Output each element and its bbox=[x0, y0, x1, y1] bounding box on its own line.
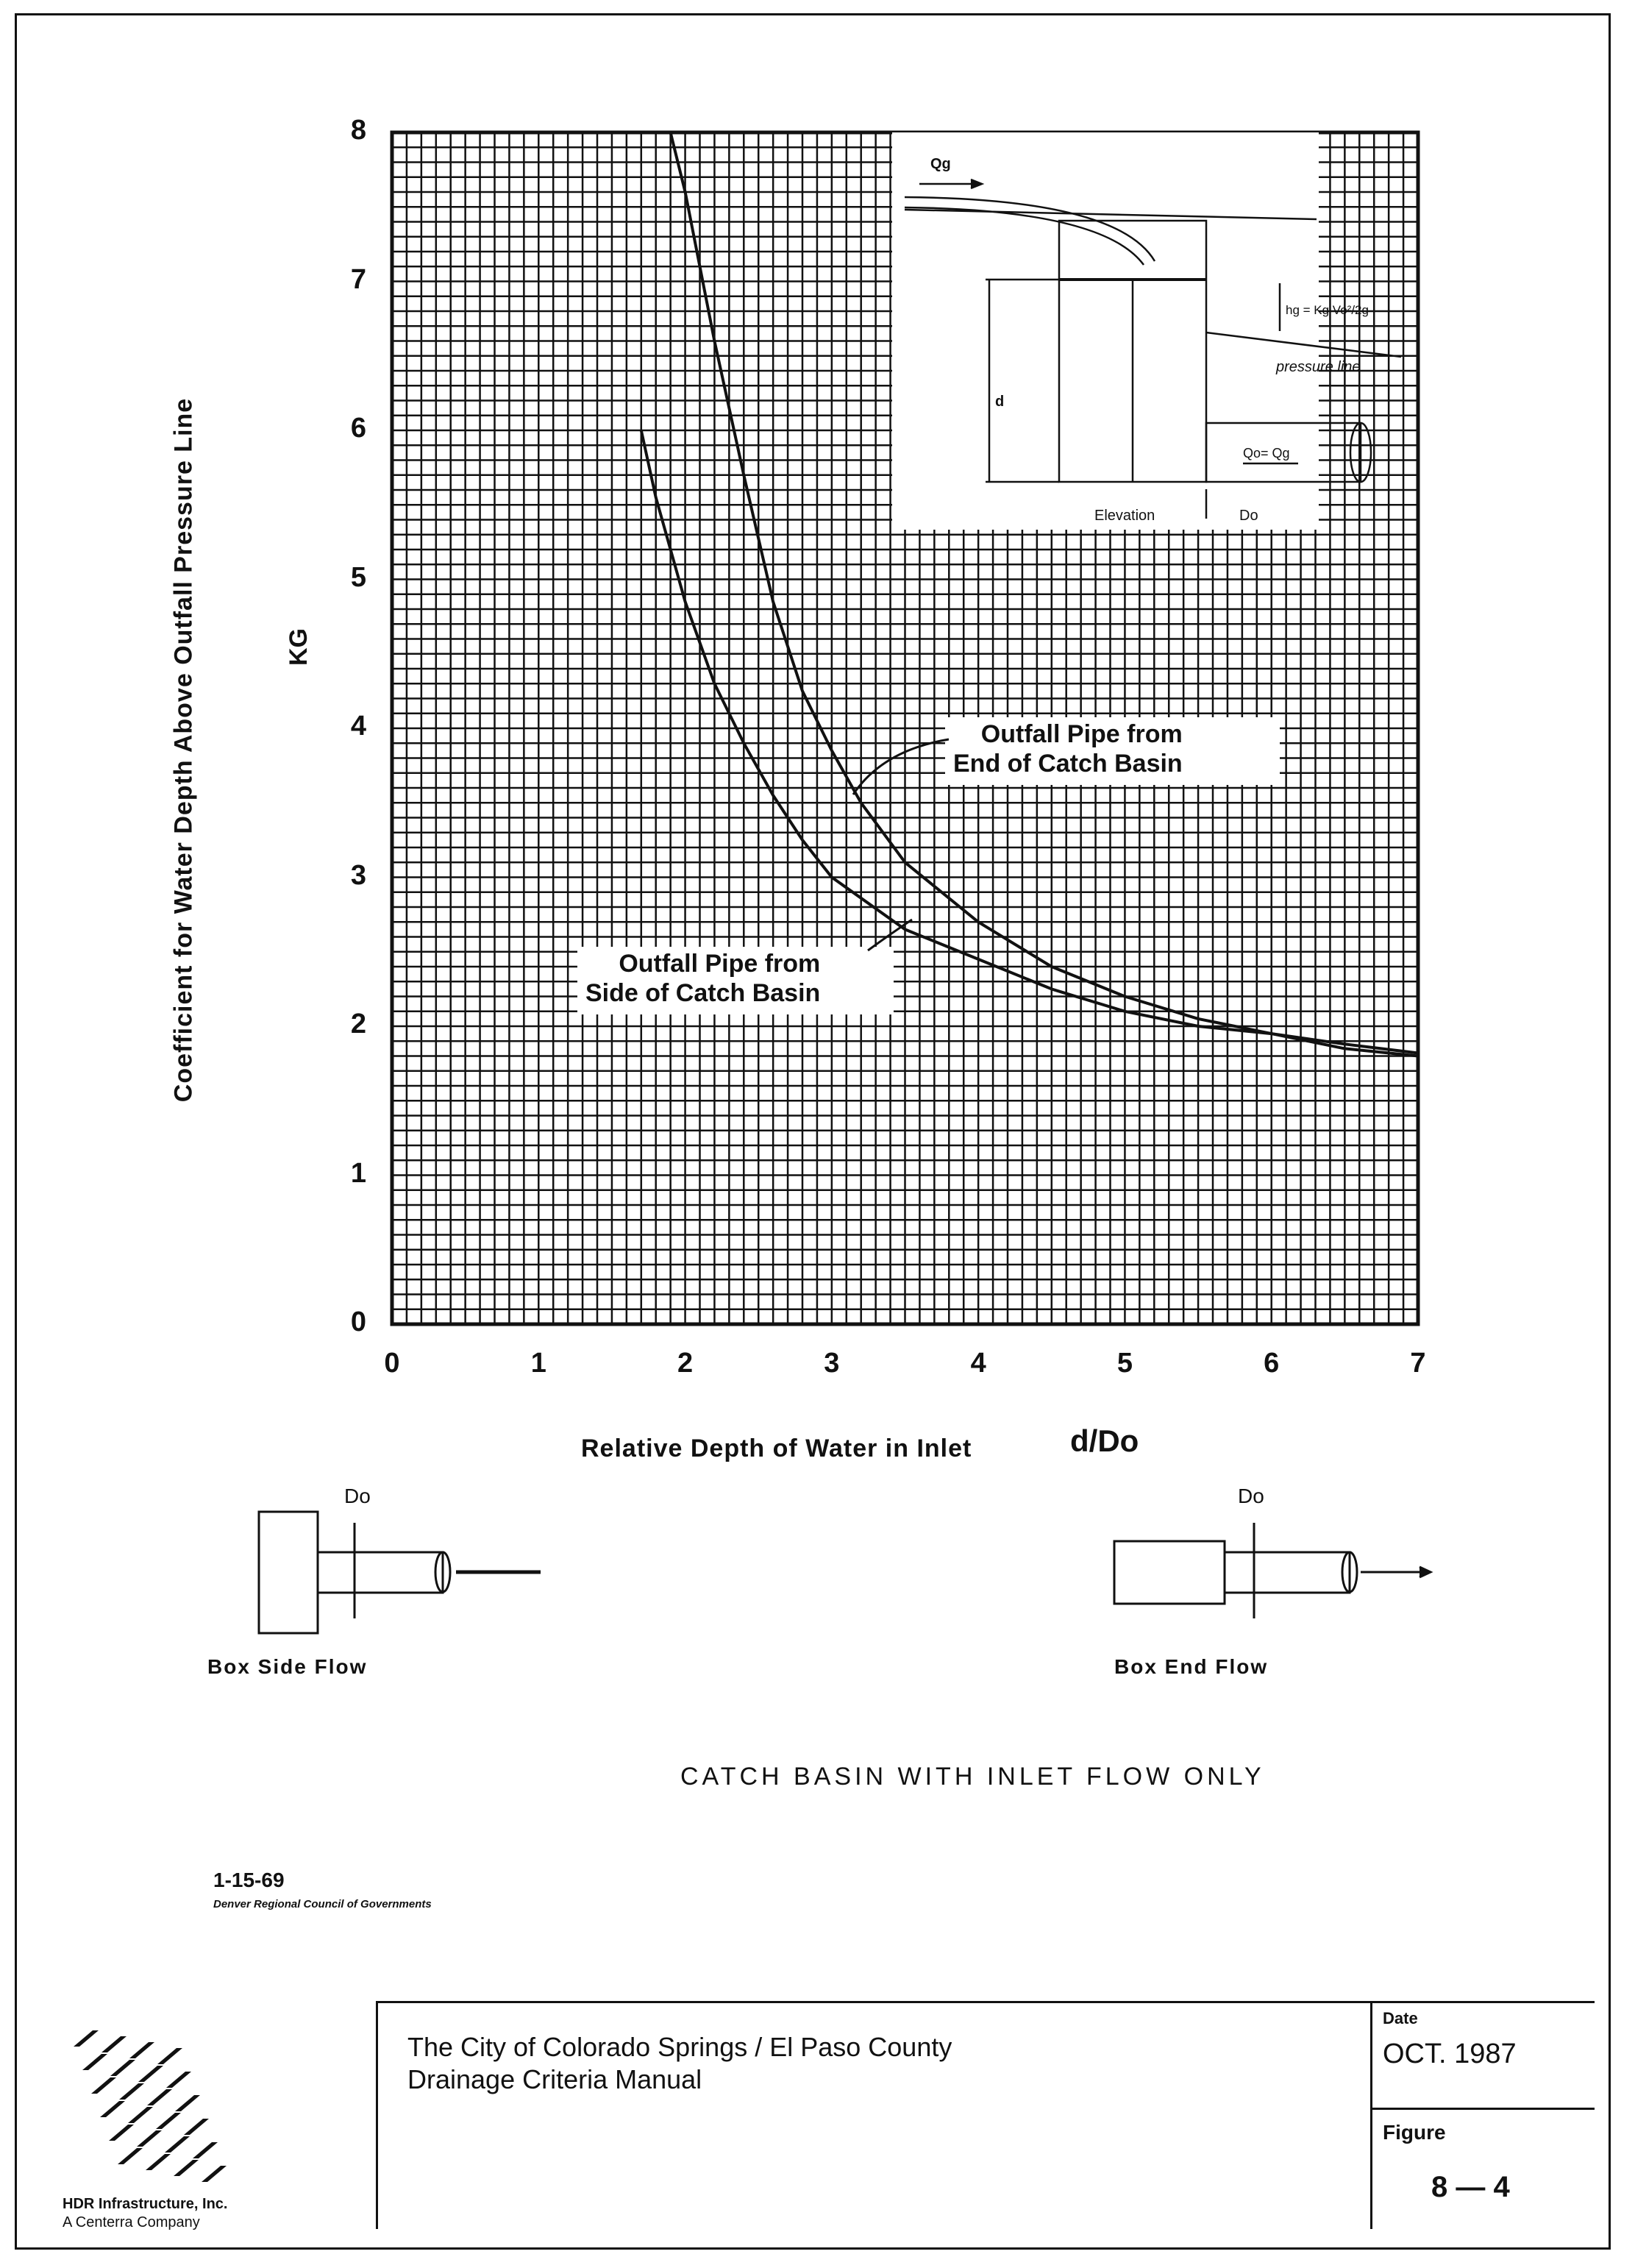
y-tick-label: 5 bbox=[350, 561, 366, 593]
figure-label: Figure bbox=[1383, 2121, 1446, 2144]
y-axis-title: Coefficient for Water Depth Above Outfall Pressure Line bbox=[169, 397, 198, 1103]
inset-d-label: d bbox=[995, 394, 1005, 410]
logo-slash bbox=[118, 2148, 143, 2164]
y-tick-label: 7 bbox=[350, 263, 366, 295]
logo-slash bbox=[146, 2154, 171, 2170]
logo-company: HDR Infrastructure, Inc. bbox=[63, 2196, 228, 2212]
y-tick-label: 4 bbox=[350, 711, 366, 742]
x-tick-label: 3 bbox=[824, 1348, 840, 1379]
date-figure-divider bbox=[1372, 2108, 1595, 2110]
annotation-side-line1: Outfall Pipe from bbox=[619, 950, 821, 978]
logo-slash bbox=[100, 2101, 125, 2117]
annotation-end-line2: End of Catch Basin bbox=[953, 750, 1183, 778]
side-diagram-caption: Box Side Flow bbox=[207, 1655, 368, 1678]
inset-do-label: Do bbox=[1239, 508, 1258, 524]
logo-slash bbox=[119, 2083, 144, 2100]
y-tick-label: 0 bbox=[350, 1307, 366, 1337]
logo-slash bbox=[137, 2130, 162, 2147]
x-tick-label: 0 bbox=[384, 1348, 400, 1379]
y-tick-label: 3 bbox=[350, 859, 366, 891]
annotation-end-of-basin bbox=[949, 719, 1187, 778]
logo-slash bbox=[193, 2142, 218, 2158]
end-box bbox=[1114, 1541, 1225, 1604]
y-tick-label: 2 bbox=[350, 1009, 366, 1039]
logo-slash bbox=[174, 2160, 199, 2176]
inset-head-formula: hg = Kg Vo²/2g bbox=[1286, 303, 1369, 317]
inset-elevation-label: Elevation bbox=[1094, 508, 1155, 524]
end-diagram-caption: Box End Flow bbox=[1114, 1655, 1269, 1678]
title-line-2: Drainage Criteria Manual bbox=[407, 2064, 702, 2094]
x-tick-label: 1 bbox=[530, 1348, 546, 1379]
x-tick-label: 2 bbox=[677, 1348, 694, 1379]
annotation-end-line1: Outfall Pipe from bbox=[980, 720, 1183, 748]
logo-slash bbox=[138, 2066, 163, 2082]
note-source: Denver Regional Council of Governments bbox=[213, 1898, 432, 1910]
side-pipe bbox=[318, 1552, 443, 1593]
figure-number: 8 — 4 bbox=[1431, 2171, 1510, 2203]
annotation-side-of-basin bbox=[581, 949, 824, 1008]
inset-background bbox=[892, 132, 1319, 530]
y-tick-label: 6 bbox=[350, 413, 366, 444]
logo-slash bbox=[147, 2089, 172, 2105]
x-tick-label: 7 bbox=[1410, 1348, 1426, 1379]
x-tick-label: 6 bbox=[1264, 1348, 1280, 1379]
y-axis-symbol: KG bbox=[285, 628, 313, 666]
logo-slash bbox=[157, 2048, 182, 2064]
annotation-side-line2: Side of Catch Basin bbox=[585, 979, 821, 1007]
logo-slash bbox=[91, 2077, 116, 2094]
logo-slash bbox=[109, 2125, 134, 2141]
date-label: Date bbox=[1383, 2009, 1418, 2027]
x-tick-label: 5 bbox=[1116, 1348, 1133, 1379]
end-diagram-do-label: Do bbox=[1238, 1485, 1264, 1507]
logo-slash bbox=[74, 2030, 99, 2047]
logo-slash bbox=[166, 2072, 191, 2088]
logo-slash bbox=[110, 2060, 135, 2076]
logo-slash bbox=[175, 2095, 200, 2111]
inset-pressure-label: pressure line bbox=[1276, 359, 1361, 375]
logo-slash bbox=[101, 2036, 127, 2052]
logo-slash bbox=[82, 2054, 107, 2070]
logo-slash bbox=[128, 2107, 153, 2123]
y-tick-label: 8 bbox=[350, 115, 366, 146]
x-axis-title: Relative Depth of Water in Inlet bbox=[581, 1435, 972, 1462]
side-diagram-do-label: Do bbox=[344, 1485, 371, 1507]
inset-qg-label: Qg bbox=[930, 156, 951, 172]
end-pipe bbox=[1225, 1552, 1350, 1593]
note-date: 1-15-69 bbox=[213, 1869, 285, 1891]
y-tick-label: 1 bbox=[350, 1157, 366, 1189]
logo-tagline: A Centerra Company bbox=[63, 2214, 200, 2230]
hdr-logo-mark bbox=[74, 2030, 227, 2182]
end-flow-arrowhead bbox=[1420, 1567, 1431, 1577]
date-figure-block bbox=[1370, 2001, 1595, 2229]
date-value: OCT. 1987 bbox=[1383, 2038, 1517, 2069]
title-line-1: The City of Colorado Springs / El Paso County bbox=[407, 2032, 952, 2062]
side-box bbox=[259, 1512, 318, 1633]
figure-subtitle: CATCH BASIN WITH INLET FLOW ONLY bbox=[680, 1763, 1265, 1791]
title-block bbox=[376, 2001, 1370, 2229]
logo-slash bbox=[202, 2166, 227, 2182]
x-axis-symbol: d/Do bbox=[1070, 1423, 1139, 1458]
flow-diagrams bbox=[259, 1512, 1431, 1633]
logo-slash bbox=[184, 2119, 209, 2135]
x-tick-label: 4 bbox=[970, 1348, 986, 1379]
logo-slash bbox=[165, 2136, 190, 2153]
logo-slash bbox=[156, 2113, 181, 2129]
logo-slash bbox=[129, 2042, 154, 2058]
inset-qo-label: Qo= Qg bbox=[1243, 446, 1290, 461]
